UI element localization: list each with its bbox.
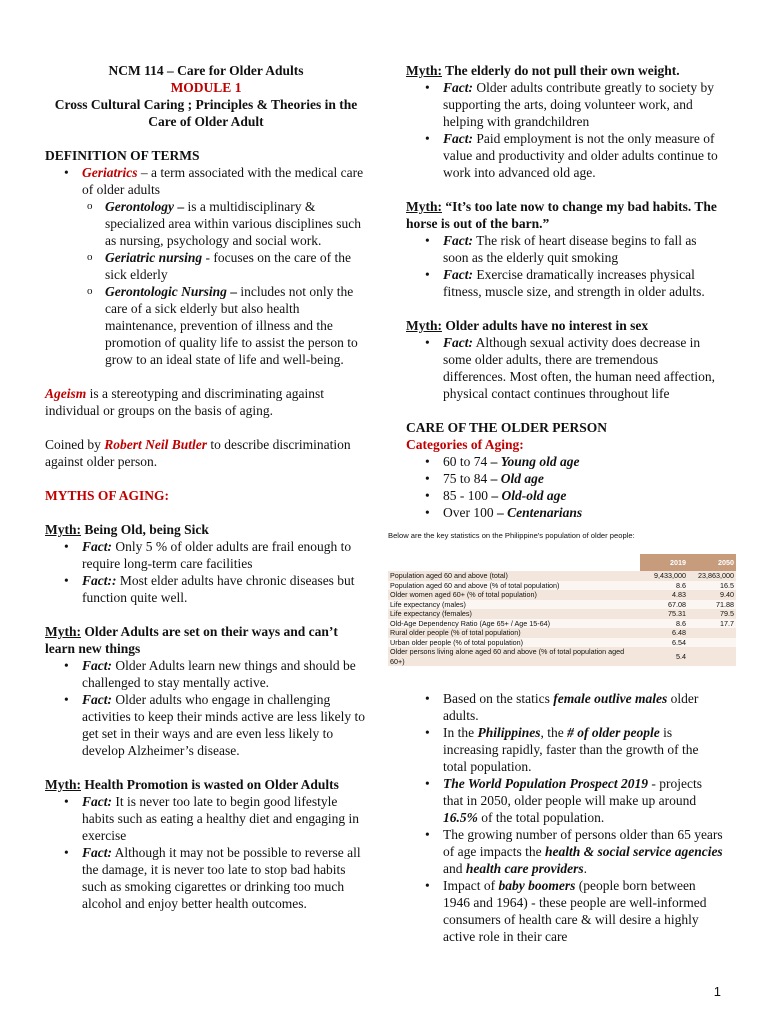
fact-item	[45, 793, 367, 844]
table-row	[388, 647, 736, 666]
fact-text: Only 5 % of older adults are frail enough to require long-term care facilities	[82, 539, 352, 571]
row-label: Population aged 60 and above (% of total population)	[388, 581, 640, 591]
cell-2050	[688, 647, 736, 666]
cell-2050: 79.5	[688, 609, 736, 619]
table-row	[388, 638, 736, 648]
definition-text: - focuses on the care of the sick elderly	[105, 250, 351, 282]
myth-label: Myth:	[406, 63, 442, 78]
emphasis: health & social service agencies	[544, 844, 723, 859]
table-row	[388, 581, 736, 591]
fact-item	[406, 79, 724, 130]
table-row	[388, 600, 736, 610]
fact-text: Older Adults learn new things and should be challenged to stay mentally active.	[82, 658, 356, 690]
text: of the total population.	[477, 810, 605, 825]
table-row	[388, 628, 736, 638]
fact-text: Exercise dramatically increases physical fitness, muscle size, and strength in older adults.	[443, 267, 705, 299]
myth-label: Myth:	[45, 777, 81, 792]
myth-block	[406, 317, 724, 402]
definitions-list	[45, 164, 367, 368]
fact-label: Fact:	[82, 692, 112, 707]
myth-text: Older adults have no interest in sex	[442, 318, 649, 333]
myth-block	[406, 62, 724, 181]
bullet-item	[406, 724, 724, 775]
fact-label: Fact:	[443, 267, 473, 282]
definition-geriatrics	[45, 164, 367, 198]
fact-text: Although it may not be possible to reverse all the damage, it is never too late to stop bad habits such as smoking cigarettes or drinking too much alcohol and enjoy better health outcomes.	[82, 845, 361, 911]
stats-caption: Below are the key statistics on the Philippine's population of older people:	[388, 531, 635, 540]
cell-2019: 6.48	[640, 628, 688, 638]
cell-2019: 8.6	[640, 581, 688, 591]
cell-2050: 16.5	[688, 581, 736, 591]
myth-text: Health Promotion is wasted on Older Adults	[81, 777, 339, 792]
definition-text: includes not only the care of a sick elderly but also health maintenance, prevention of illness and the promotion of quality life to assist the person to grow to an ideal state of life and well-being.	[105, 284, 358, 367]
stats-figure	[388, 527, 736, 666]
definition-geriatric-nursing	[45, 249, 367, 283]
fact-label: Fact:	[82, 539, 112, 554]
myth-block	[45, 623, 367, 759]
fact-text: Paid employment is not the only measure of value and productivity and older adults continue to work into advanced old age.	[443, 131, 718, 180]
text: Based on the statics	[443, 691, 554, 706]
category-range: 60 to 74	[443, 454, 491, 469]
module-label: MODULE 1	[170, 80, 242, 95]
coined-name: Robert Neil Butler	[104, 437, 208, 452]
fact-item	[406, 334, 724, 402]
stats-body	[388, 571, 736, 666]
category-name: Old age	[500, 471, 544, 486]
definition-text: is a multidisciplinary & specialized area within various disciplines such as nursing, psychology and social work.	[105, 199, 362, 248]
bullet-item	[406, 775, 724, 826]
care-heading: CARE OF THE OLDER PERSON	[406, 420, 608, 435]
term-gerontology: Gerontology	[105, 199, 174, 214]
myth-block	[45, 776, 367, 912]
emphasis: # of older people	[567, 725, 660, 740]
text: - projects that in 2050, older people will make up around	[443, 776, 702, 808]
dash: –	[174, 199, 185, 214]
fact-label: Fact:	[443, 233, 473, 248]
category-range: Over 100	[443, 505, 497, 520]
fact-item	[45, 657, 367, 691]
cell-2019: 8.6	[640, 619, 688, 629]
text: is increasing rapidly, faster than the growth of the total population.	[443, 725, 699, 774]
col-2019: 2019	[640, 554, 688, 571]
myth-block	[406, 198, 724, 300]
term-geriatric-nursing: Geriatric nursing	[105, 250, 203, 265]
bullet-item	[406, 877, 724, 945]
row-label: Rural older people (% of total population)	[388, 628, 640, 638]
myth-label: Myth:	[45, 624, 81, 639]
row-label: Life expectancy (males)	[388, 600, 640, 610]
myth-text: The elderly do not pull their own weight.	[442, 63, 680, 78]
cell-2019: 5.4	[640, 647, 688, 666]
cell-2019: 6.54	[640, 638, 688, 648]
cell-2050: 23,863,000	[688, 571, 736, 581]
emphasis: 16.5%	[443, 810, 478, 825]
fact-item	[406, 266, 724, 300]
page-number: 1	[713, 984, 721, 999]
fact-item	[45, 844, 367, 912]
emphasis: health care providers	[465, 861, 584, 876]
fact-item	[406, 232, 724, 266]
definition-gerontologic-nursing	[45, 283, 367, 368]
categories-list	[406, 453, 724, 521]
summary-bullets	[406, 690, 724, 945]
myth-block	[45, 521, 367, 606]
text: , the	[540, 725, 568, 740]
fact-text: Older adults contribute greatly to society by supporting the arts, doing volunteer work, and helping with grandchildren	[443, 80, 715, 129]
left-column	[45, 62, 367, 912]
bullet-item	[406, 690, 724, 724]
dash: –	[490, 471, 501, 486]
stats-table	[388, 554, 736, 666]
table-row	[388, 590, 736, 600]
right-column	[388, 62, 734, 945]
myth-text: Older Adults are set on their ways and can’t learn new things	[45, 624, 338, 656]
category-item	[406, 487, 724, 504]
cell-2050	[688, 628, 736, 638]
category-name: Young old age	[500, 454, 580, 469]
emphasis: female outlive males	[553, 691, 668, 706]
course-title: NCM 114 – Care for Older Adults	[108, 63, 304, 78]
categories-heading: Categories of Aging:	[406, 437, 524, 452]
category-name: Centenarians	[507, 505, 583, 520]
ageism-definition: is a stereotyping and discriminating against individual or groups on the basis of aging.	[45, 386, 324, 418]
table-row	[388, 609, 736, 619]
cell-2019: 67.08	[640, 600, 688, 610]
cell-2019: 4.83	[640, 590, 688, 600]
emphasis: Philippines	[477, 725, 541, 740]
dash: –	[497, 505, 508, 520]
emphasis: The World Population Prospect 2019	[443, 776, 649, 791]
fact-label: Fact:	[82, 845, 112, 860]
term-geriatrics: Geriatrics	[82, 165, 138, 180]
text: In the	[443, 725, 478, 740]
fact-item	[45, 538, 367, 572]
fact-text: It is never too late to begin good lifestyle habits such as eating a healthy diet and engaging in exercise	[82, 794, 360, 843]
cell-2019: 9,433,000	[640, 571, 688, 581]
fact-text: The risk of heart disease begins to fall as soon as the elderly quit smoking	[443, 233, 697, 265]
table-row	[388, 571, 736, 581]
fact-text: Although sexual activity does decrease in some older adults, there are tremendous differences. Most often, the human need affection, physical contact continues throughout life	[443, 335, 716, 401]
category-range: 85 - 100	[443, 488, 492, 503]
myth-label: Myth:	[406, 199, 442, 214]
row-label: Old-Age Dependency Ratio (Age 65+ / Age 15-64)	[388, 619, 640, 629]
text: older adults.	[443, 691, 699, 723]
fact-text: Most elder adults have chronic diseases but function quite well.	[82, 573, 355, 605]
myth-text: Being Old, being Sick	[81, 522, 209, 537]
row-label: Population aged 60 and above (total)	[388, 571, 640, 581]
fact-item	[406, 130, 724, 181]
cell-2050: 71.88	[688, 600, 736, 610]
category-item	[406, 453, 724, 470]
term-gerontologic-nursing: Gerontologic Nursing	[105, 284, 227, 299]
dash: –	[226, 284, 238, 299]
ageism-paragraph	[45, 385, 367, 419]
text: .	[583, 861, 587, 876]
dash: –	[491, 488, 502, 503]
definitions-heading: DEFINITION OF TERMS	[45, 148, 200, 163]
text: (people born between 1946 and 1964) - these people are well-informed consumers of health care & will desire a highly active role in their care	[443, 878, 707, 944]
module-subtitle: Cross Cultural Caring ; Principles & Theories in the Care of Older Adult	[54, 97, 358, 129]
term-ageism: Ageism	[45, 386, 87, 401]
myth-text: “It’s too late now to change my bad habits. The horse is out of the barn.”	[406, 199, 717, 231]
coined-post: to describe discrimination against older person.	[45, 437, 351, 469]
fact-label: Fact:	[443, 335, 473, 350]
emphasis: baby boomers	[498, 878, 576, 893]
cell-2050: 9.40	[688, 590, 736, 600]
text: Impact of	[443, 878, 499, 893]
cell-2050	[688, 638, 736, 648]
category-item	[406, 470, 724, 487]
coined-pre: Coined by	[45, 437, 105, 452]
fact-item	[45, 691, 367, 759]
row-label: Older persons living alone aged 60 and above (% of total population aged 60+)	[388, 647, 640, 666]
text: The growing number of persons older than 65 years of age impacts the	[443, 827, 723, 859]
dash: –	[490, 454, 501, 469]
fact-label: Fact:	[443, 131, 473, 146]
fact-label: Fact:	[443, 80, 473, 95]
myth-label: Myth:	[406, 318, 442, 333]
row-label: Older women aged 60+ (% of total population)	[388, 590, 640, 600]
fact-text: Older adults who engage in challenging activities to keep their minds active are less likely to get set in their ways and are even less likely to develop Alzheimer’s disease.	[82, 692, 366, 758]
fact-item	[45, 572, 367, 606]
bullet-item	[406, 826, 724, 877]
myth-label: Myth:	[45, 522, 81, 537]
cell-2050: 17.7	[688, 619, 736, 629]
category-name: Old-old age	[501, 488, 567, 503]
fact-label: Fact::	[82, 573, 117, 588]
table-row	[388, 619, 736, 629]
fact-label: Fact:	[82, 794, 112, 809]
definition-gerontology	[45, 198, 367, 249]
row-label: Urban older people (% of total population)	[388, 638, 640, 648]
definition-text: – a term associated with the medical care of older adults	[82, 165, 364, 197]
col-2050: 2050	[688, 554, 736, 571]
coined-paragraph	[45, 436, 367, 470]
fact-label: Fact:	[82, 658, 112, 673]
row-label: Life expectancy (females)	[388, 609, 640, 619]
category-range: 75 to 84	[443, 471, 491, 486]
category-item	[406, 504, 724, 521]
myths-heading: MYTHS OF AGING:	[45, 488, 170, 503]
text: and	[443, 861, 466, 876]
cell-2019: 75.31	[640, 609, 688, 619]
